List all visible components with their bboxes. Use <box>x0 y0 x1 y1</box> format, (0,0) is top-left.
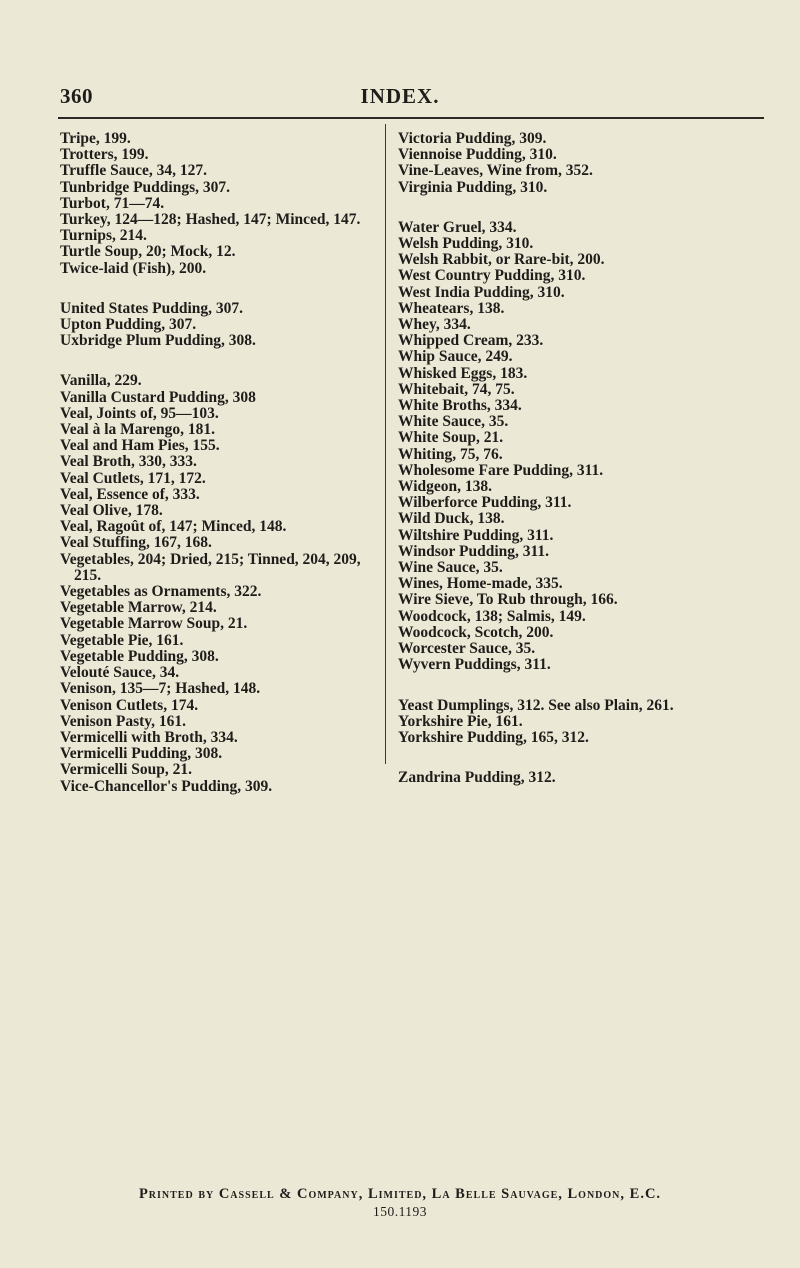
index-entry: Yorkshire Pie, 161. <box>398 712 523 730</box>
section-gap <box>398 674 768 698</box>
index-entry: Wholesome Fare Pudding, 311. <box>398 461 604 479</box>
index-entry: Trotters, 199. <box>60 146 149 164</box>
index-entry: Veal, Ragoût of, 147; Minced, 148. <box>60 518 287 536</box>
index-entry: Yorkshire Pudding, 165, 312. <box>398 728 589 746</box>
index-entry: Widgeon, 138. <box>398 478 493 496</box>
index-entry: Vermicelli Pudding, 308. <box>60 745 223 763</box>
page-number: 360 <box>60 84 93 108</box>
index-entry: Viennoise Pudding, 310. <box>398 146 557 164</box>
index-entry: Tunbridge Puddings, 307. <box>60 178 231 196</box>
index-entry: Wheatears, 138. <box>398 299 505 317</box>
index-entry: Wine Sauce, 35. <box>398 559 503 577</box>
index-entry: Turnips, 214. <box>60 227 147 245</box>
index-entry: Vice-Chancellor's Pudding, 309. <box>60 777 273 795</box>
index-entry: Truffle Sauce, 34, 127. <box>60 162 207 180</box>
index-entry: Vermicelli with Broth, 334. <box>60 728 238 746</box>
index-entry: Turbot, 71—74. <box>60 194 165 212</box>
index-entry: Whip Sauce, 249. <box>398 348 513 366</box>
index-entry: Whiting, 75, 76. <box>398 445 503 463</box>
index-entry: White Broths, 334. <box>398 397 522 415</box>
index-entry: Wire Sieve, To Rub through, 166. <box>398 591 618 609</box>
index-entry: Vanilla, 229. <box>60 372 142 390</box>
index-entry: Vanilla Custard Pudding, 308 <box>60 388 256 406</box>
index-entry: Wilberforce Pudding, 311. <box>398 494 572 512</box>
index-entry: Whey, 334. <box>398 316 471 334</box>
index-entry: Wines, Home-made, 335. <box>398 575 563 593</box>
index-entry: Upton Pudding, 307. <box>60 316 197 334</box>
index-entry: Virginia Pudding, 310. <box>398 178 548 196</box>
index-entry: Turkey, 124—128; Hashed, 147; Minced, 147. <box>60 211 361 229</box>
index-entry: Vine-Leaves, Wine from, 352. <box>398 162 593 180</box>
index-entry: Welsh Rabbit, or Rare-bit, 200. <box>398 251 605 269</box>
index-entry: Whitebait, 74, 75. <box>398 380 515 398</box>
index-column-right <box>398 131 768 786</box>
index-entry: Whipped Cream, 233. <box>398 332 544 350</box>
page-title: INDEX. <box>360 84 440 108</box>
header-rule <box>58 117 764 119</box>
index-entry: Vegetable Marrow, 214. <box>60 599 217 617</box>
index-entry: Wild Duck, 138. <box>398 510 505 528</box>
section-gap <box>60 277 382 301</box>
index-entry: Veal à la Marengo, 181. <box>60 421 215 439</box>
index-entry: Vegetable Pudding, 308. <box>60 647 219 665</box>
index-entry: Veal and Ham Pies, 155. <box>60 437 220 455</box>
index-entry: Woodcock, 138; Salmis, 149. <box>398 607 586 625</box>
index-entry: Yeast Dumplings, 312. See also Plain, 261. <box>398 696 674 714</box>
index-entry: Worcester Sauce, 35. <box>398 640 536 658</box>
index-entry: Veal Cutlets, 171, 172. <box>60 469 206 487</box>
index-entry: Whisked Eggs, 183. <box>398 364 528 382</box>
index-entry: Wyvern Puddings, 311. <box>398 656 551 674</box>
index-entry: Velouté Sauce, 34. <box>60 664 180 682</box>
index-entry: West Country Pudding, 310. <box>398 267 586 285</box>
index-entry: Veal Olive, 178. <box>60 502 163 520</box>
index-entry: White Sauce, 35. <box>398 413 509 431</box>
index-entry: Vegetables as Ornaments, 322. <box>60 583 262 601</box>
index-entry: Venison, 135—7; Hashed, 148. <box>60 680 261 698</box>
index-entry: Veal, Essence of, 333. <box>60 485 200 503</box>
index-entry: Vegetables, 204; Dried, 215; Tinned, 204, 209, 215. <box>60 550 361 584</box>
print-code: 150.1193 <box>372 1204 428 1219</box>
index-entry: Uxbridge Plum Pudding, 308. <box>60 332 256 350</box>
index-entry: Zandrina Pudding, 312. <box>398 769 556 787</box>
index-entry: Veal, Joints of, 95—103. <box>60 404 219 422</box>
index-entry: Windsor Pudding, 311. <box>398 542 550 560</box>
index-entry: White Soup, 21. <box>398 429 504 447</box>
section-gap <box>60 349 382 373</box>
index-entry: Welsh Pudding, 310. <box>398 235 534 253</box>
column-divider <box>385 124 386 764</box>
index-entry: Wiltshire Pudding, 311. <box>398 526 554 544</box>
index-entry: Tripe, 199. <box>60 130 131 147</box>
index-entry: United States Pudding, 307. <box>60 299 244 317</box>
index-entry: Vermicelli Soup, 21. <box>60 761 193 779</box>
section-gap <box>398 196 768 220</box>
index-entry: Veal Broth, 330, 333. <box>60 453 197 471</box>
index-column-left <box>60 131 382 795</box>
index-entry: Venison Cutlets, 174. <box>60 696 199 714</box>
section-gap <box>398 746 768 770</box>
index-entry: West India Pudding, 310. <box>398 283 565 301</box>
index-entry: Victoria Pudding, 309. <box>398 130 547 147</box>
index-entry: Twice-laid (Fish), 200. <box>60 259 207 277</box>
printer-imprint: Printed by Cassell & Company, Limited, La Belle Sauvage, London, E.C. <box>138 1186 662 1202</box>
index-entry: Veal Stuffing, 167, 168. <box>60 534 212 552</box>
index-entry: Vegetable Pie, 161. <box>60 631 184 649</box>
index-entry: Vegetable Marrow Soup, 21. <box>60 615 248 633</box>
index-entry: Venison Pasty, 161. <box>60 712 187 730</box>
index-entry: Turtle Soup, 20; Mock, 12. <box>60 243 236 261</box>
index-entry: Water Gruel, 334. <box>398 218 517 236</box>
index-entry: Woodcock, Scotch, 200. <box>398 623 554 641</box>
